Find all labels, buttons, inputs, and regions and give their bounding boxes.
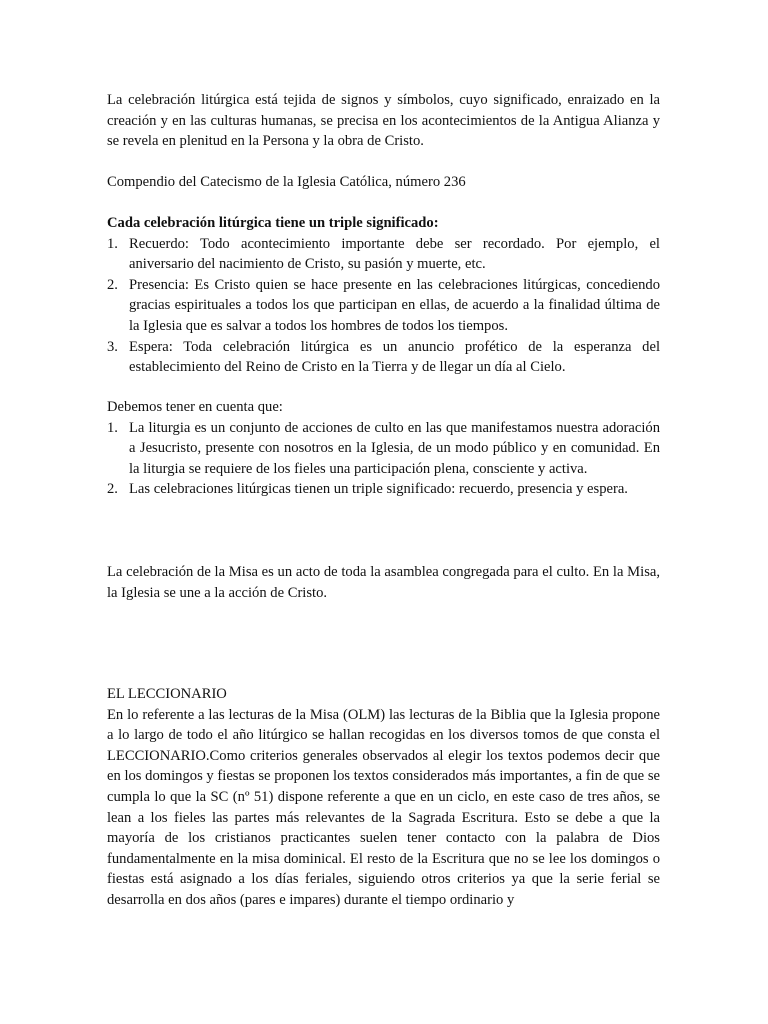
list-item-text: La liturgia es un conjunto de acciones de culto en las que manifestamos nuestra adoración a Jesucristo, presente con nosotros en la Iglesia, de un modo público y en comunidad. En la liturgia se requiere de los fieles una participación plena, consciente y activa. <box>129 419 660 477</box>
list-item-text: Espera: Toda celebración litúrgica es un anuncio profético de la esperanza del establecimiento del Reino de Cristo en la Tierra y de llegar un día al Cielo. <box>129 338 660 376</box>
leccionario-section <box>107 684 660 911</box>
summary-list <box>107 418 660 500</box>
list-item <box>107 337 660 378</box>
leccionario-body: En lo referente a las lecturas de la Misa (OLM) las lecturas de la Biblia que la Iglesia propone a lo largo de todo el año litúrgico se hallan recogidas en los diversos tomos de que consta el LECCIONARIO.Como criterios generales observados al elegir los textos podemos decir que en los domingos y fiestas se proponen los textos considerados más importantes, a fin de que se cumpla lo que la SC (nº 51) dispone referente a que en un ciclo, en este caso de tres años, se lean a los fieles las partes más relevantes de la Sagrada Escritura. Esto se debe a que la mayoría de los cristianos practicantes suelen tener contacto con la palabra de Dios fundamentalmente en la misa dominical. El resto de la Escritura que no se lee los domingos o fiestas está asignado a los días feriales, siguiendo otros criterios ya que la serie ferial se desarrolla en dos años (pares e impares) durante el tiempo ordinario y <box>107 706 660 908</box>
list-item <box>107 418 660 480</box>
summary-section <box>107 397 660 500</box>
triple-heading: Cada celebración litúrgica tiene un triple significado: <box>107 215 439 231</box>
list-item-text: Presencia: Es Cristo quien se hace presente en las celebraciones litúrgicas, concediendo gracias espirituales a todos los que participan en ellas, de acuerdo a la finalidad última de la Iglesia que es salvar a todos los hombres de todos los tiempos. <box>129 276 660 334</box>
list-number: 1. <box>107 235 118 252</box>
source-citation: Compendio del Catecismo de la Iglesia Católica, número 236 <box>107 174 466 190</box>
intro-paragraph: La celebración litúrgica está tejida de signos y símbolos, cuyo significado, enraizado en la creación y en las culturas humanas, se precisa en los acontecimientos de la Antigua Alianza y se revela en plenitud en la Persona y la obra de Cristo. <box>107 92 660 150</box>
list-item-text: Recuerdo: Todo acontecimiento importante debe ser recordado. Por ejemplo, el aniversario del nacimiento de Cristo, su pasión y muerte, etc. <box>129 235 660 273</box>
list-number: 2. <box>107 481 118 498</box>
triple-section <box>107 213 660 378</box>
list-item <box>107 479 660 500</box>
misa-paragraph: La celebración de la Misa es un acto de toda la asamblea congregada para el culto. En la Misa, la Iglesia se une a la acción de Cristo. <box>107 564 660 601</box>
summary-heading: Debemos tener en cuenta que: <box>107 399 283 415</box>
list-item <box>107 275 660 337</box>
triple-list <box>107 234 660 378</box>
list-number: 3. <box>107 338 118 355</box>
list-item-text: Las celebraciones litúrgicas tienen un triple significado: recuerdo, presencia y espera. <box>129 481 628 498</box>
leccionario-heading: EL LECCIONARIO <box>107 686 227 702</box>
list-number: 2. <box>107 276 118 293</box>
list-item <box>107 234 660 275</box>
list-number: 1. <box>107 419 118 436</box>
